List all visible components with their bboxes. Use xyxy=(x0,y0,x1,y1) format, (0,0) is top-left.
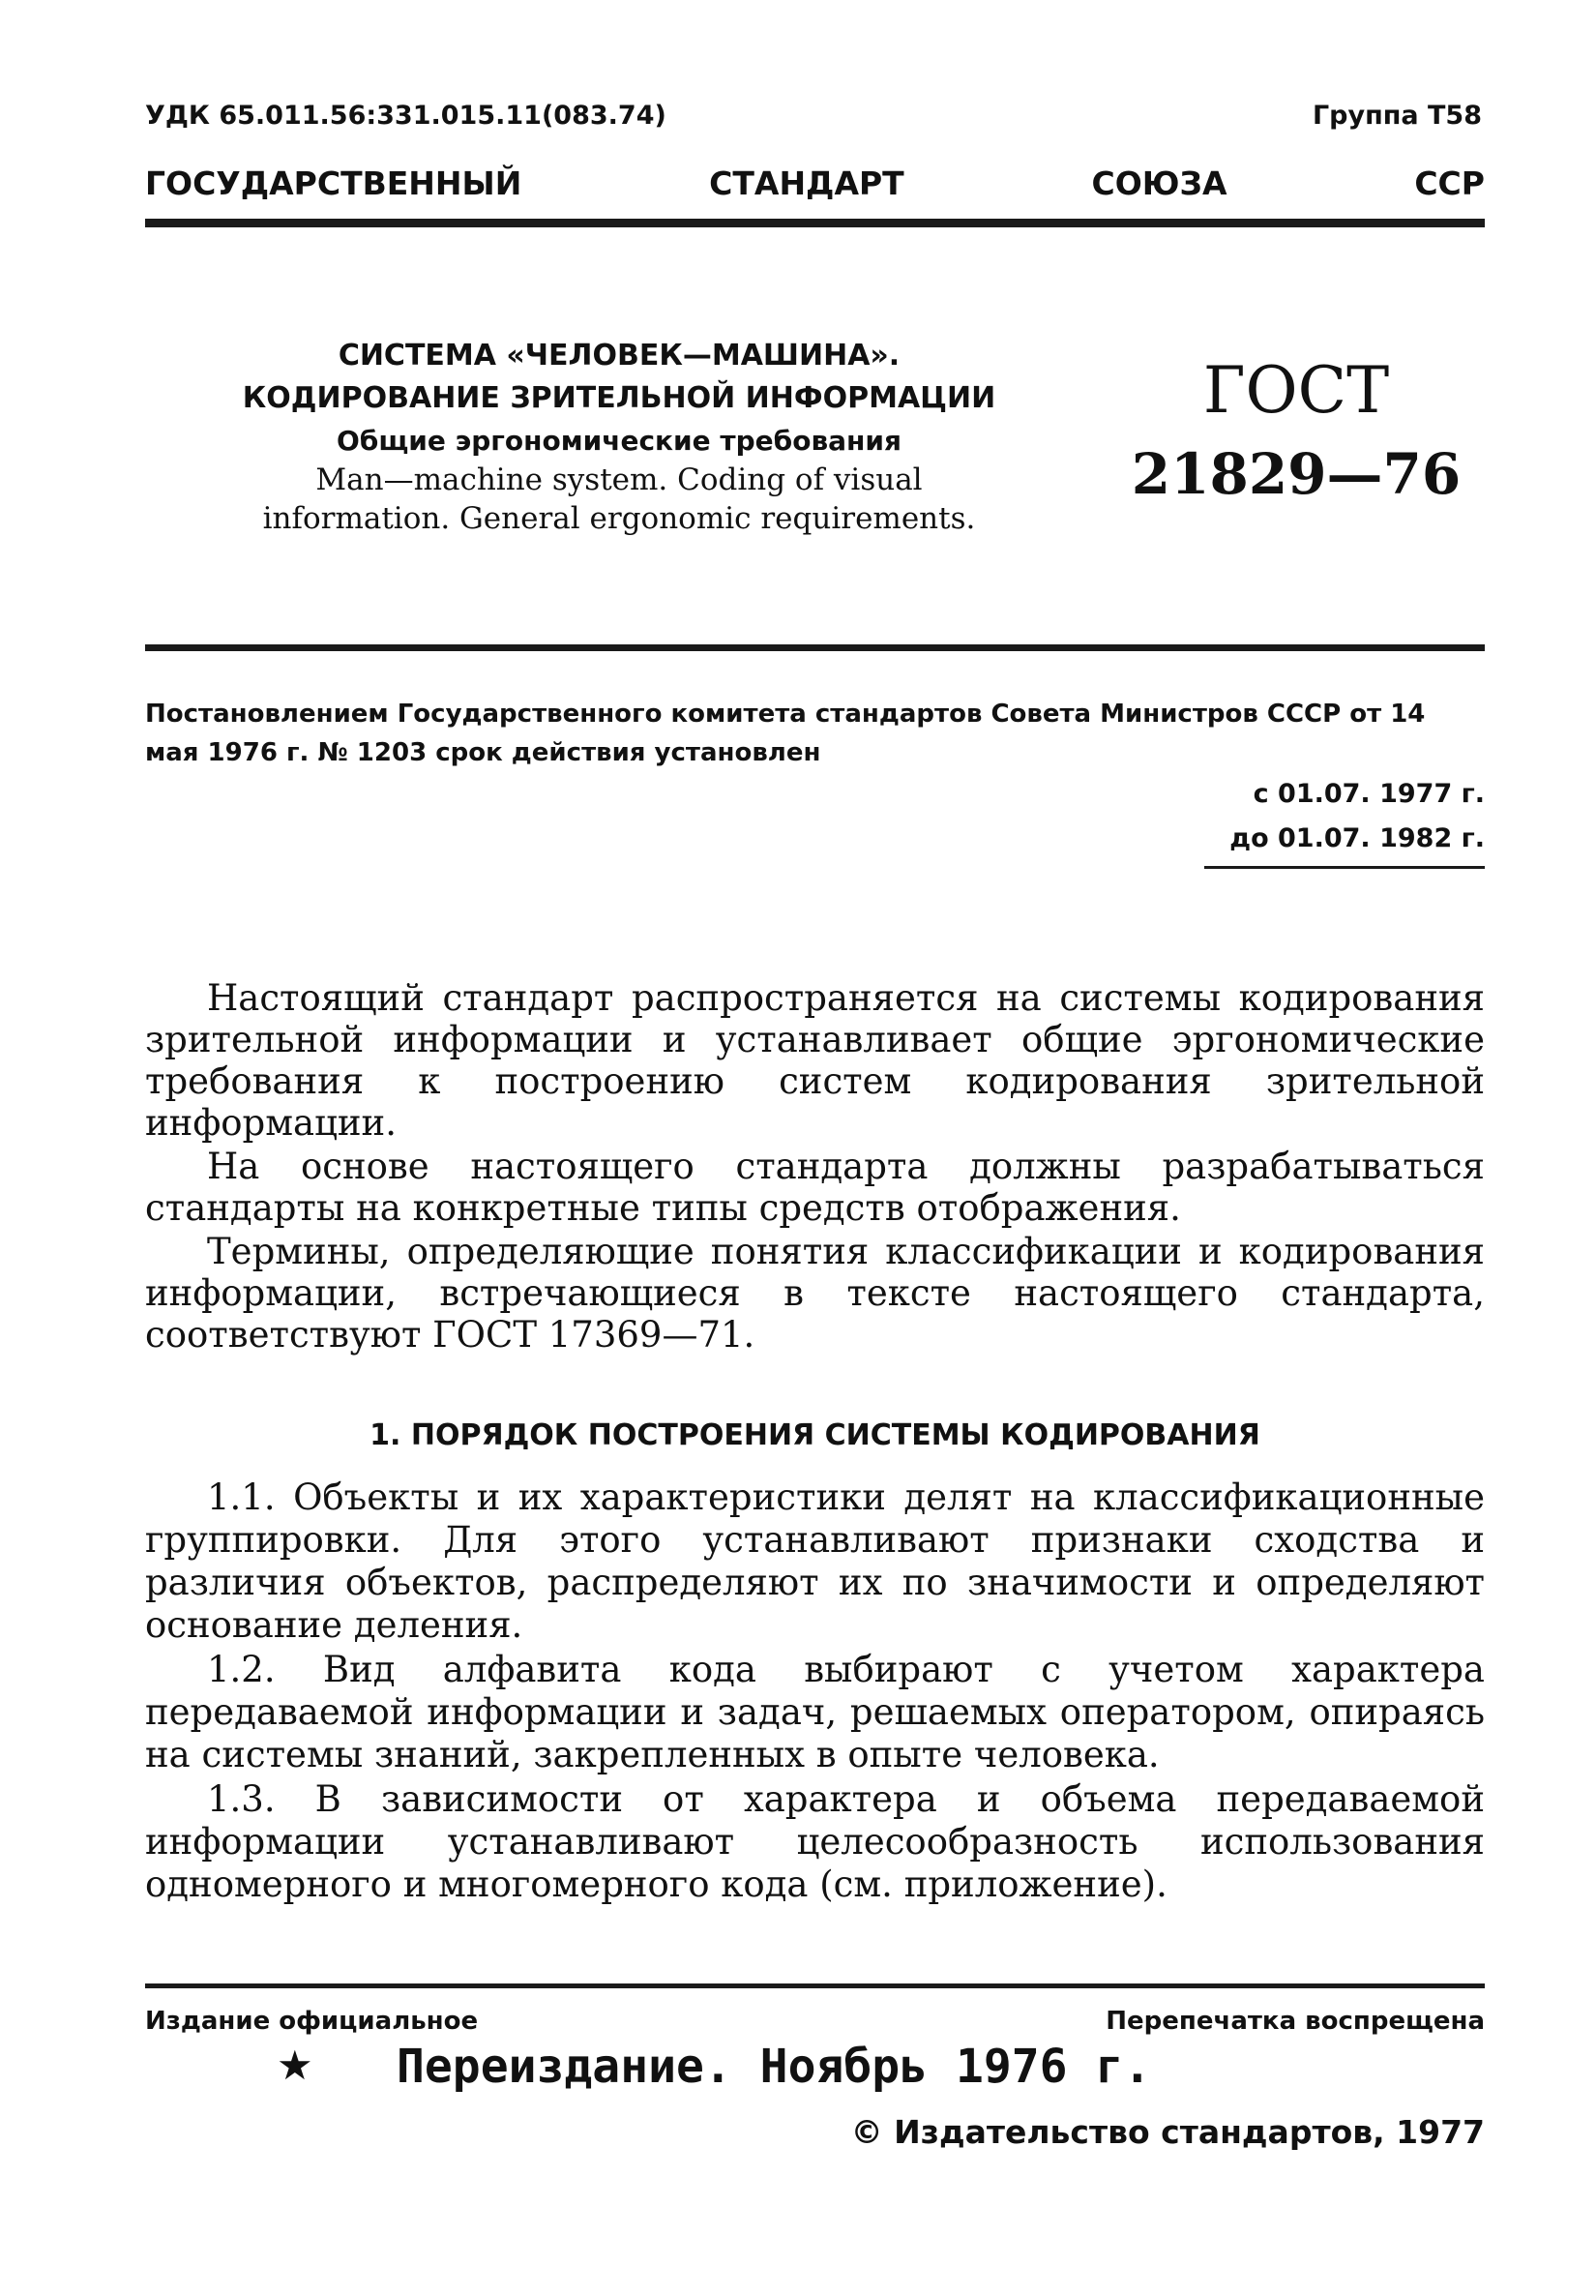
star-icon: ★ xyxy=(277,2042,313,2089)
banner-word: СОЮЗА xyxy=(1091,164,1227,202)
banner-word: ССР xyxy=(1414,164,1485,202)
banner-word: СТАНДАРТ xyxy=(709,164,904,202)
title-english-line-1: Man—machine system. Coding of visual xyxy=(315,462,923,497)
title-line-2: КОДИРОВАНИЕ ЗРИТЕЛЬНОЙ ИНФОРМАЦИИ xyxy=(242,381,996,415)
banner-word: ГОСУДАРСТВЕННЫЙ xyxy=(145,164,522,202)
state-standard-banner xyxy=(145,164,1485,202)
date-from: с 01.07. 1977 г. xyxy=(1253,779,1485,809)
intro-paragraph: На основе настоящего стандарта должны разрабатываться стандарты на конкретные типы средств отображения. xyxy=(145,1146,1485,1229)
title-subtitle: Общие эргономические требования xyxy=(336,425,902,457)
section-paragraph: 1.3. В зависимости от характера и объема передаваемой информации устанавливают целесообразность использования одномерного и многомерного кода (см. приложение). xyxy=(145,1778,1485,1905)
gost-number: 21829—76 xyxy=(1131,441,1462,507)
intro-paragraph: Настоящий стандарт распространяется на системы кодирования зрительной информации и устанавливает общие эргономические требования к построению систем кодирования зрительной информации. xyxy=(145,977,1485,1144)
group-code: Группа Т58 xyxy=(1312,101,1482,131)
middle-rule-divider xyxy=(145,644,1485,651)
reissue-note: Переиздание. Ноябрь 1976 г. xyxy=(397,2040,1152,2094)
document-title-block xyxy=(232,335,1006,538)
validity-dates xyxy=(1229,772,1485,861)
reprint-ban-note: Перепечатка воспрещена xyxy=(1106,2007,1485,2036)
intro-body xyxy=(145,977,1485,1357)
section-paragraph: 1.2. Вид алфавита кода выбирают с учетом характера передаваемой информации и задач, решаемых оператором, опираясь на системы знаний, закрепленных в опыте человека. xyxy=(145,1649,1485,1775)
section-paragraph: 1.1. Объекты и их характеристики делят на классификационные группировки. Для этого устанавливают признаки сходства и различия объектов, распределяют их по значимости и определяют основание деления. xyxy=(145,1476,1485,1646)
date-underline xyxy=(1204,866,1485,869)
section-heading: 1. ПОРЯДОК ПОСТРОЕНИЯ СИСТЕМЫ КОДИРОВАНИЯ xyxy=(369,1418,1260,1452)
title-line-1: СИСТЕМА «ЧЕЛОВЕК—МАШИНА». xyxy=(338,339,901,373)
title-english-line-2: information. General ergonomic requirements. xyxy=(262,501,976,536)
section-body xyxy=(145,1476,1485,1908)
gost-label: ГОСТ xyxy=(1202,353,1390,428)
official-edition-note: Издание официальное xyxy=(145,2007,479,2036)
date-to: до 01.07. 1982 г. xyxy=(1229,823,1485,853)
intro-paragraph: Термины, определяющие понятия классификации и кодирования информации, встречающиеся в тексте настоящего стандарта, соответствуют ГОСТ 17369—71. xyxy=(145,1231,1485,1356)
udk-code: УДК 65.011.56:331.015.11(083.74) xyxy=(145,101,666,131)
bottom-rule-divider xyxy=(145,1983,1485,1988)
gost-designation xyxy=(1122,348,1470,515)
copyright-note: © Издательство стандартов, 1977 xyxy=(850,2113,1485,2151)
top-rule-divider xyxy=(145,219,1485,227)
decree-text: Постановлением Государственного комитета стандартов Совета Министров СССР от 14 мая 1976 г. № 1203 срок действия установлен xyxy=(145,700,1426,767)
